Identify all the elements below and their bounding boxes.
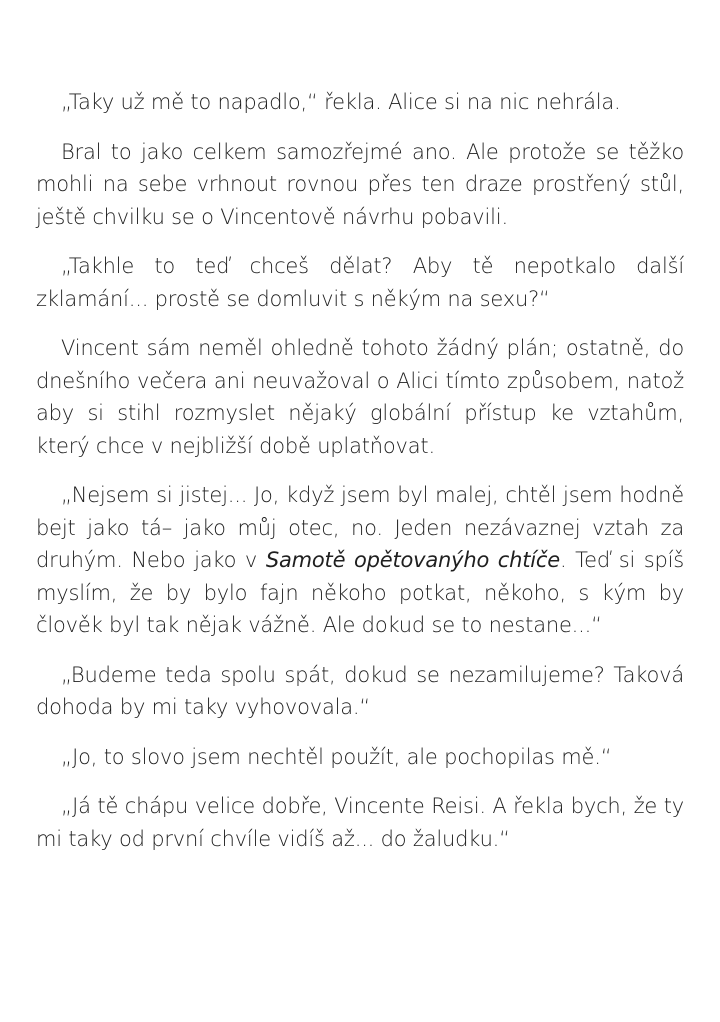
- paragraph-4: Vincent sám neměl ohledně tohoto žádný plán; ostatně, do dnešního večera ani neuvažoval o Alici tímto způsobem, natož aby si stihl rozmyslet nějaký globální přístup ke vztahům, který chce v nejbližší době uplatňovat.: [36, 336, 684, 458]
- paragraph-2: Bral to jako celkem samozřejmé ano. Ale protože se těžko mohli na sebe vrhnout rovnou přes ten draze prostřený stůl, ještě chvilku se o Vincentově návrhu pobavili.: [36, 139, 684, 229]
- paragraph-8: „Já tě chápu velice dobře, Vincente Reisi. A řekla bych, že ty mi taky od první chvíle vidíš až... do žaludku.“: [36, 794, 684, 851]
- paragraph-5-text-end: . Teď si spíš myslím, že by bylo fajn někoho potkat, někoho, s kým by člověk byl tak nějak vážně. Ale dokud se to nestane...“: [36, 548, 684, 637]
- paragraph-5-text-start: „Nejsem si jistej... Jo, když jsem byl malej, chtěl jsem hodně bejt jako tá– jako můj otec, no. Jeden nezávaznej vztah za druhým. Nebo jako v: [36, 483, 684, 572]
- paragraph-6: „Budeme teda spolu spát, dokud se nezamilujeme? Taková dohoda by mi taky vyhovovala.“: [36, 662, 684, 719]
- paragraph-3: „Takhle to teď chceš dělat? Aby tě nepotkalo další zklamání... prostě se domluvit s někým na sexu?“: [36, 254, 684, 311]
- book-page: [36, 86, 684, 872]
- paragraph-7: „Jo, to slovo jsem nechtěl použít, ale pochopilas mě.“: [61, 744, 612, 769]
- paragraph-5: [36, 479, 684, 642]
- paragraph-5-book-title: Samotě opětovanýho chtíče: [265, 548, 560, 572]
- paragraph-1: „Taky už mě to napadlo,“ řekla. Alice si na nic nehrála.: [61, 90, 621, 114]
